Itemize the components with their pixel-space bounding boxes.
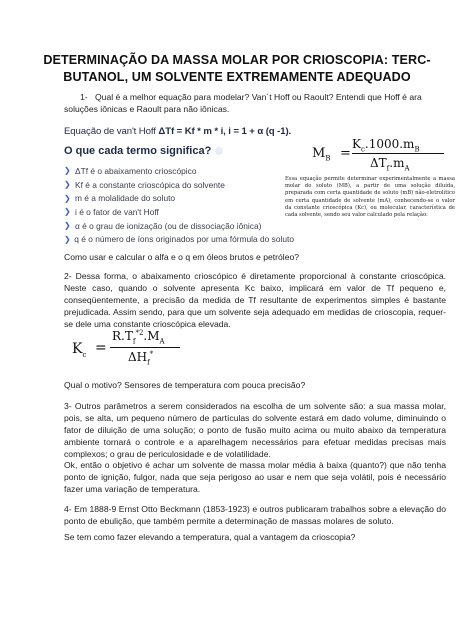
fraction-bar (110, 347, 180, 348)
vant-hoff-heading-prefix: Equação de van't Hoff (64, 126, 156, 137)
list-item (64, 219, 294, 233)
formula-caption: Essa equação permite determinar experimentalmente a massa molar do soluto (MB), a partir de uma solução diluída, preparada com certa quantidade de soluto (mB) não-eletrolítico em certa quantidade de solvente (mA), conhecendo-se o valor da constante crioscópica (Kc), ou molecular, característica de cada solvente, sendo seu valor calculado pela relação: (285, 176, 455, 219)
term-text: α é o grau de ionização (ou de dissociação iônica) (75, 220, 262, 231)
term-text: q é o número de íons originados por uma fórmula do soluto (74, 234, 294, 245)
ok-paragraph: Ok, então o objetivo é achar um solvente de massa molar média à baixa (quanto?) que não tenha ponto de ignição, fulgor, nada que seja perigoso ao usar e nem que seja volátil, pois é necessário fazer uma variação de temperatura. (64, 460, 446, 494)
question-number: 1- (80, 92, 88, 102)
chevron-right-icon: ❯ (64, 207, 71, 217)
list-item (64, 205, 294, 219)
search-chip-icon (215, 147, 223, 155)
kc-denominator: $\Delta H_f^*$ (128, 350, 154, 367)
motivo-question: Qual o motivo? Sensores de temperatura com pouca precisão? (64, 380, 306, 390)
term-text: ΔTf é o abaixamento crioscópico (75, 165, 197, 176)
term-text: m é a molalidade do soluto (75, 193, 176, 204)
term-text: Kf é a constante crioscópica do solvente (75, 179, 225, 190)
document-title: DETERMINAÇÃO DA MASSA MOLAR POR CRIOSCOPIA: TERC-BUTANOL, UM SOLVENTE EXTREMAMENTE ADEQUADO (43, 53, 431, 84)
kc-numerator: $R.T_f^{*2}.M_A$ (112, 329, 165, 346)
equals-sign: = (95, 340, 107, 356)
chevron-right-icon: ❯ (64, 234, 71, 244)
terms-subheading-text: O que cada termo significa? (64, 145, 212, 157)
list-item (64, 191, 294, 205)
chevron-right-icon: ❯ (64, 193, 71, 203)
paragraph-3: 3- Outros parâmetros a serem considerados na escolha de um solvente são: a sua massa molar, pois, se alta, um pequeno número de partículas do solvente estará em dado volume, diminuindo o fator de diluição de uma solução; o ponto de fusão muito acima ou muito abaixo da temperatura ambiente tornará o controle e a aparelhagem necessários para efetuar medidas precisas mais complexos; o grau de periculosidade e de volatilidade. (64, 401, 446, 459)
equals-sign: = (340, 146, 351, 161)
alpha-question: Como usar e calcular o alfa e o q em óleos brutos e petróleo? (64, 252, 300, 262)
last-question: Se tem como fazer elevando a temperatura, qual a vantagem da crioscopia? (64, 532, 356, 542)
formula-numerator: $K_c.1000.m_B$ (352, 137, 420, 154)
list-item (64, 178, 294, 192)
list-item (64, 232, 294, 246)
chevron-right-icon: ❯ (64, 166, 71, 176)
cryoscopic-constant-formula (72, 327, 192, 367)
fraction-bar (352, 153, 444, 154)
question-1-line-2: soluções iônicas e Raoult para não iônicas. (64, 104, 230, 114)
terms-list (64, 164, 294, 246)
vant-hoff-heading (64, 126, 291, 137)
chevron-right-icon: ❯ (64, 221, 71, 231)
kc-lhs: $K_c$ (72, 341, 87, 359)
question-1-line-1: Qual é a melhor equação para modelar? Van´t Hoff ou Raoult? Entendi que Hoff é ara (95, 92, 422, 102)
formula-denominator: $\Delta T_f.m_A$ (370, 156, 410, 173)
molar-mass-formula (310, 135, 450, 175)
formula-lhs: $M_B$ (312, 146, 331, 163)
paragraph-4: 4- Em 1888-9 Ernst Otto Beckmann (1853-1923) e outros publicaram trabalhos sobre a elevação do ponto de ebulição, que também permite a determinação de massas molares de soluto. (64, 504, 446, 526)
list-item (64, 164, 294, 178)
chevron-right-icon: ❯ (64, 180, 71, 190)
paragraph-2: 2- Dessa forma, o abaixamento crioscópico é diretamente proporcional à constante crioscópica. Neste caso, quando o solvente apresenta Kc baixo, implicará em valor de Tf pequeno e, conseqüentemente, a precisão da medida de Tf resultante de experimentos simples é bastante prejudicada. Assim sendo, para que um solvente seja adequado em medidas de crioscopia, requer-se dele uma constante crioscópica elevada. (64, 271, 446, 329)
vant-hoff-formula: ΔTf = Kf * m * i, i = 1 + α (q -1). (158, 126, 292, 137)
terms-subheading (64, 145, 223, 157)
term-text: i é o fator de van't Hoff (75, 206, 159, 217)
